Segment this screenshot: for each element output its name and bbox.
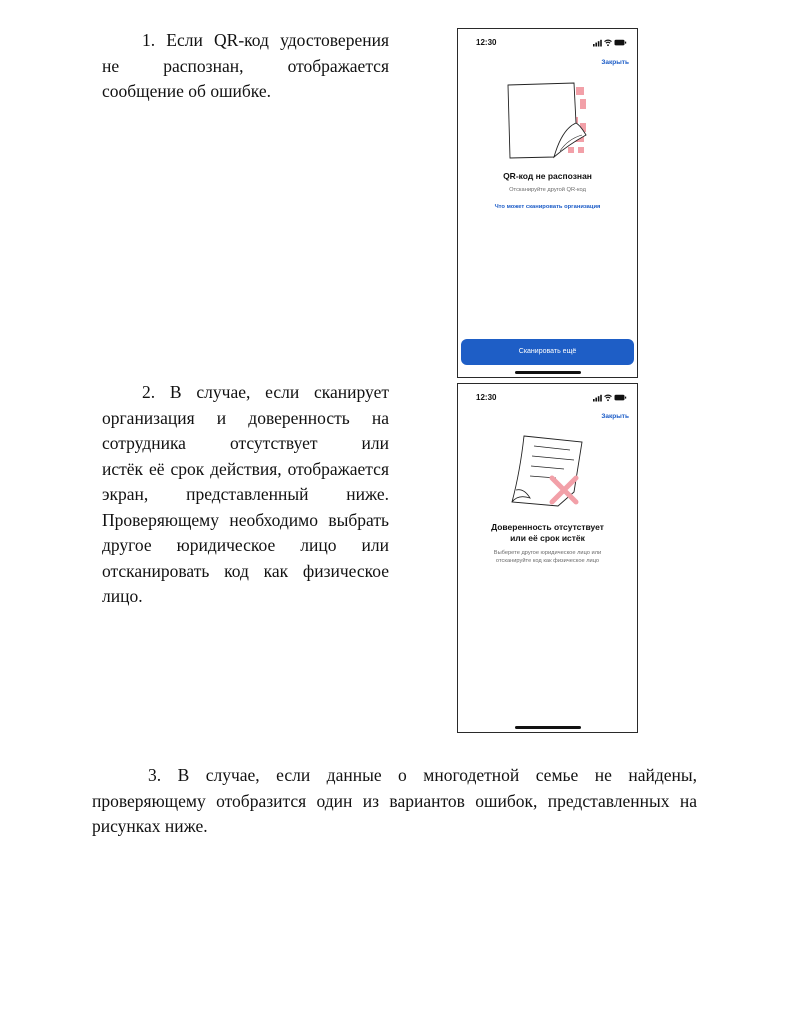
error-subtitle-line-2: отсканируйте код как физическое лицо (495, 558, 600, 564)
battery-icon (615, 395, 627, 401)
text-line: другое юридическое лицо или (102, 535, 389, 555)
text-line: проверяющему отобразится один из вариантов ошибок, представленных на (92, 790, 697, 811)
error-subtitle: Отсканируйте другой QR-код (509, 187, 586, 193)
paragraph-qr-not-recognized (102, 28, 389, 105)
screenshot-qr-not-recognized (457, 28, 638, 378)
home-indicator (515, 726, 581, 729)
wifi-icon (605, 40, 612, 46)
what-can-scan-link[interactable]: Что может сканировать организация (494, 204, 601, 210)
paragraph-large-family-not-found (92, 763, 697, 840)
status-time: 12:30 (476, 38, 497, 47)
text-line: 2. В случае, если сканирует (142, 382, 389, 402)
peeling-sheet-qr-illustration (502, 77, 594, 161)
text-line: сообщение об ошибке. (102, 81, 272, 101)
text-line: экран, представленный ниже. (102, 484, 389, 504)
home-indicator (515, 371, 581, 374)
text-line: сотрудника отсутствует или (102, 433, 389, 453)
close-link[interactable]: Закрыть (601, 59, 629, 66)
text-line: 1. Если QR-код удостоверения (142, 30, 389, 50)
crossed-document-illustration (504, 432, 594, 512)
text-line: Проверяющему необходимо выбрать (102, 509, 389, 530)
status-time: 12:30 (476, 393, 497, 402)
signal-icon (593, 395, 602, 402)
wifi-icon (605, 395, 612, 401)
error-title-line-1: Доверенность отсутствует (491, 522, 604, 532)
text-line: отсканировать код как физическое (102, 560, 389, 581)
signal-icon (593, 40, 602, 47)
scan-again-button[interactable]: Сканировать ещё (461, 339, 634, 365)
paragraph-power-of-attorney (102, 380, 389, 610)
error-title: QR-код не распознан (503, 171, 592, 181)
close-link[interactable]: Закрыть (601, 413, 629, 420)
error-title-line-2: или её срок истёк (510, 533, 585, 543)
error-subtitle-line-1: Выберете другое юридическое лицо или (493, 550, 602, 556)
status-bar-icons (593, 38, 627, 47)
status-bar-icons (593, 393, 627, 402)
battery-icon (615, 40, 627, 46)
text-line: организация и доверенность на (102, 407, 389, 428)
text-line: не распознан, отображается (102, 55, 389, 76)
text-line: истёк её срок действия, отображается (102, 458, 389, 479)
text-line: 3. В случае, если данные о многодетной семье не найдены, (148, 765, 697, 785)
text-line: лицо. (102, 586, 143, 606)
screenshot-no-power-of-attorney (457, 383, 638, 733)
text-line: рисунках ниже. (92, 816, 208, 836)
